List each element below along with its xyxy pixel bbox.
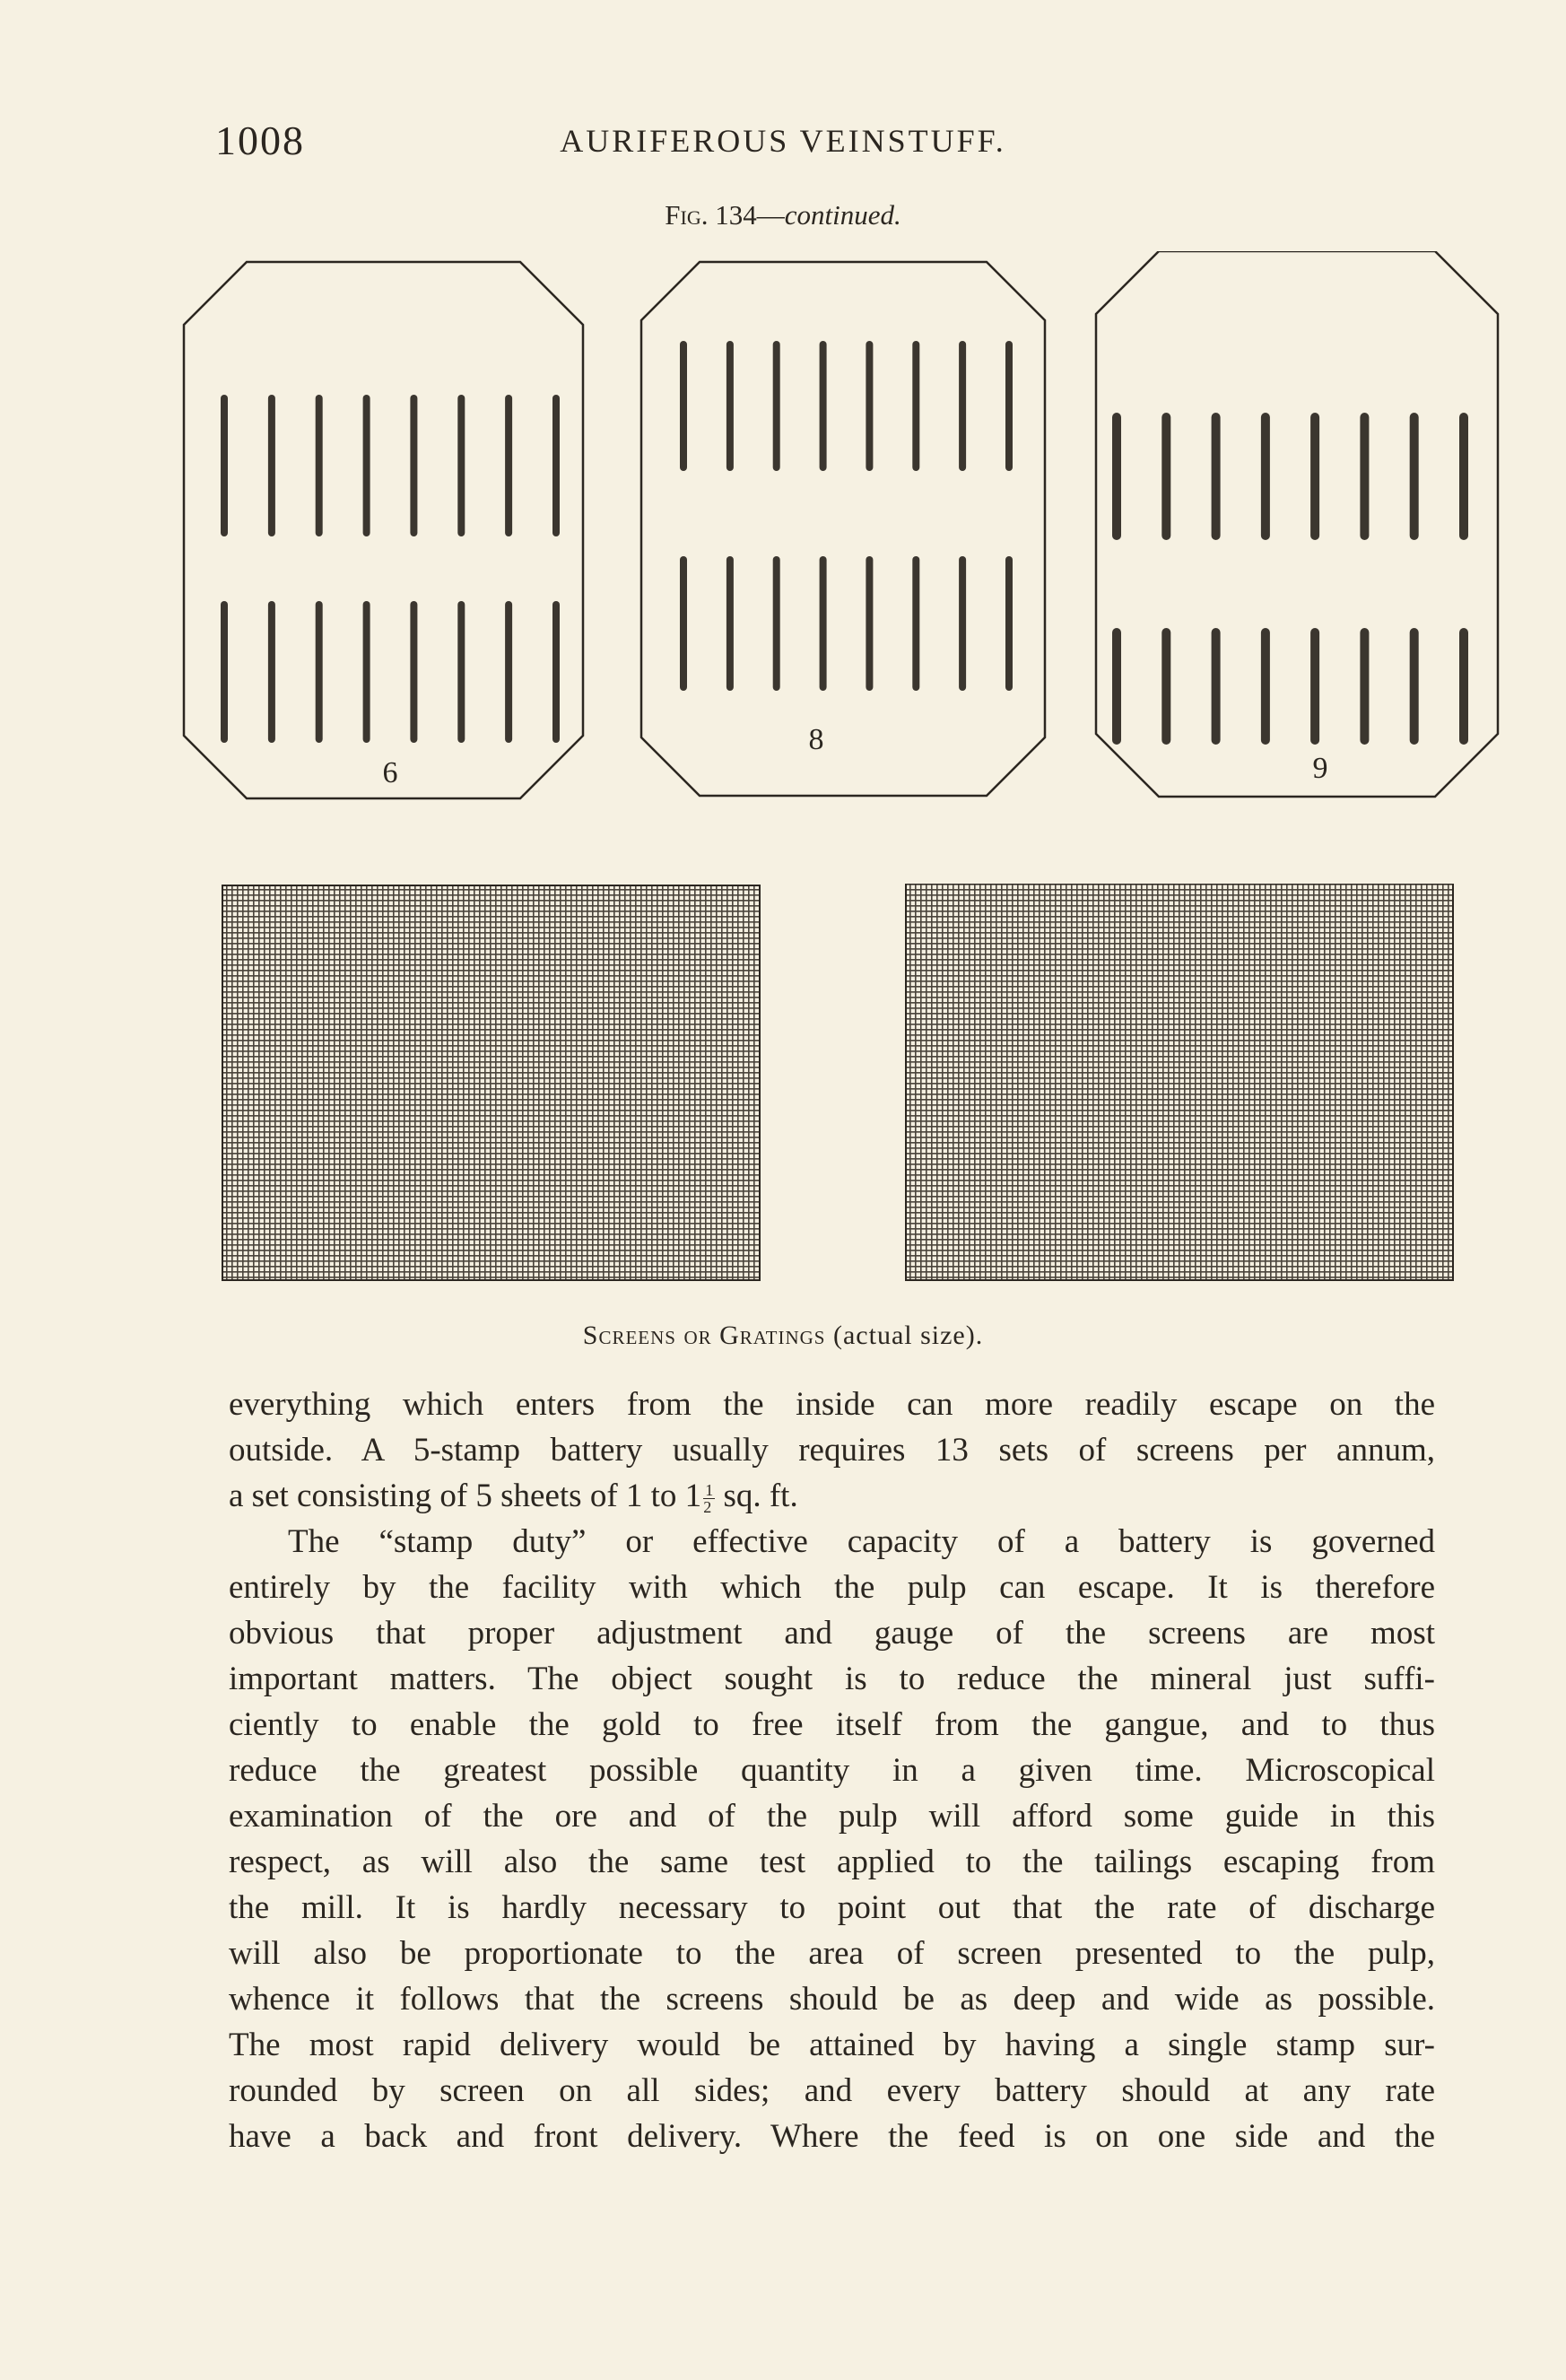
screen-slot: [773, 556, 780, 691]
plate-number: 9: [1312, 752, 1328, 785]
screen-slot: [457, 601, 465, 743]
paragraph-2-line: have a back and front delivery. Where the feed is on one side and the: [229, 2118, 1435, 2155]
figure-label-number: 134—: [715, 199, 785, 231]
paragraph-2-line: The “stamp duty” or effective capacity of a battery is governed: [288, 1523, 1435, 1560]
fraction-numerator: 1: [705, 1481, 714, 1500]
screen-slot: [726, 556, 734, 691]
screen-plate-8: [641, 262, 1045, 796]
screen-slot: [959, 556, 966, 691]
caption-note: (actual size).: [832, 1321, 984, 1350]
body-text: [229, 1382, 1435, 2159]
plate-outline: [184, 262, 583, 798]
plate-outline: [641, 262, 1045, 796]
screen-slot: [552, 395, 560, 536]
paragraph-2-line: entirely by the facility with which the pulp can escape. It is therefore: [229, 1569, 1435, 1606]
paragraph-1-line-3-end: sq. ft.: [715, 1478, 798, 1514]
figure-label-prefix: Fig.: [665, 199, 709, 231]
screen-slot: [1005, 556, 1013, 691]
running-head: [0, 117, 1566, 170]
paragraph-2-line: important matters. The object sought is to reduce the mineral just suffi-: [229, 1661, 1435, 1697]
screen-slot: [912, 341, 919, 471]
screen-slot: [316, 395, 323, 536]
screen-slot: [552, 601, 560, 743]
paragraph-1-line: everything which enters from the inside can more readily escape on the: [229, 1386, 1435, 1423]
screen-slot: [726, 341, 734, 471]
paragraph-2-line: examination of the ore and of the pulp will afford some guide in this: [229, 1798, 1435, 1835]
screen-slot: [912, 556, 919, 691]
screen-slot: [1459, 628, 1468, 745]
plate-number: 8: [808, 723, 824, 756]
screen-slot: [316, 601, 323, 743]
screen-slot: [221, 601, 228, 743]
screen-slot: [1212, 413, 1221, 540]
paragraph-2-line: obvious that proper adjustment and gauge of the screens are most: [229, 1615, 1435, 1652]
screen-slot: [268, 601, 275, 743]
screen-slot: [866, 341, 873, 471]
fraction-one-half: [703, 1482, 715, 1515]
screen-slot: [410, 601, 417, 743]
paragraph-2-line: whence it follows that the screens should be as deep and wide as possible.: [229, 1981, 1435, 2018]
screen-slot: [866, 556, 873, 691]
paragraph-2-line: ciently to enable the gold to free itself from the gangue, and to thus: [229, 1706, 1435, 1743]
screen-slot: [1410, 628, 1419, 745]
screen-slot: [1112, 628, 1121, 745]
screen-slot: [773, 341, 780, 471]
fraction-denominator: 2: [703, 1498, 712, 1517]
screen-slot: [505, 601, 512, 743]
paragraph-2-line: will also be proportionate to the area of screen presented to the pulp,: [229, 1935, 1435, 1972]
screen-slot: [820, 556, 827, 691]
wire-mesh-left: [222, 885, 760, 1280]
screen-slot: [680, 341, 687, 471]
screen-slot: [1261, 628, 1270, 745]
caption-title: Screens or Gratings: [582, 1321, 826, 1350]
figure-label-suffix: continued.: [784, 199, 901, 231]
screen-slot: [457, 395, 465, 536]
screen-slot: [1212, 628, 1221, 745]
screen-plates-figure: [0, 251, 1566, 825]
wire-mesh-right: [906, 884, 1453, 1280]
plate-outline: [1096, 251, 1498, 797]
screen-slot: [1360, 628, 1369, 745]
paragraph-2-line: rounded by screen on all sides; and every battery should at any rate: [229, 2072, 1435, 2109]
running-title: AURIFEROUS VEINSTUFF.: [560, 123, 1006, 159]
wire-mesh-figure: [0, 884, 1566, 1287]
paragraph-1-line-3-start: a set consisting of 5 sheets of 1 to 1: [229, 1478, 702, 1514]
screen-slot: [505, 395, 512, 536]
screen-plate-9: [1096, 251, 1498, 797]
screen-slot: [1261, 413, 1270, 540]
screen-slot: [363, 601, 370, 743]
figure-label: [0, 199, 1566, 231]
paragraph-1-line: [229, 1473, 1435, 1519]
screen-slot: [1360, 413, 1369, 540]
screen-slot: [1310, 628, 1319, 745]
screen-slot: [363, 395, 370, 536]
paragraph-2-line: reduce the greatest possible quantity in a given time. Microscopical: [229, 1752, 1435, 1789]
screen-slot: [1459, 413, 1468, 540]
screen-slot: [1410, 413, 1419, 540]
screen-slot: [410, 395, 417, 536]
screen-slot: [1005, 341, 1013, 471]
screen-slot: [959, 341, 966, 471]
screen-slot: [1161, 413, 1170, 540]
screen-plate-6: [184, 262, 583, 798]
paragraph-2-line: respect, as will also the same test applied to the tailings escaping from: [229, 1844, 1435, 1880]
figure-caption: [0, 1321, 1566, 1351]
paragraph-1-line: outside. A 5-stamp battery usually requires 13 sets of screens per annum,: [229, 1432, 1435, 1469]
screen-slot: [1310, 413, 1319, 540]
screen-slot: [1161, 628, 1170, 745]
plate-number: 6: [382, 756, 398, 789]
page-number: 1008: [215, 118, 305, 163]
screen-slot: [1112, 413, 1121, 540]
screen-slot: [820, 341, 827, 471]
paragraph-2-line: The most rapid delivery would be attained by having a single stamp sur-: [229, 2027, 1435, 2063]
screen-slot: [221, 395, 228, 536]
paragraph-2-line: the mill. It is hardly necessary to point out that the rate of discharge: [229, 1889, 1435, 1926]
screen-slot: [268, 395, 275, 536]
screen-slot: [680, 556, 687, 691]
